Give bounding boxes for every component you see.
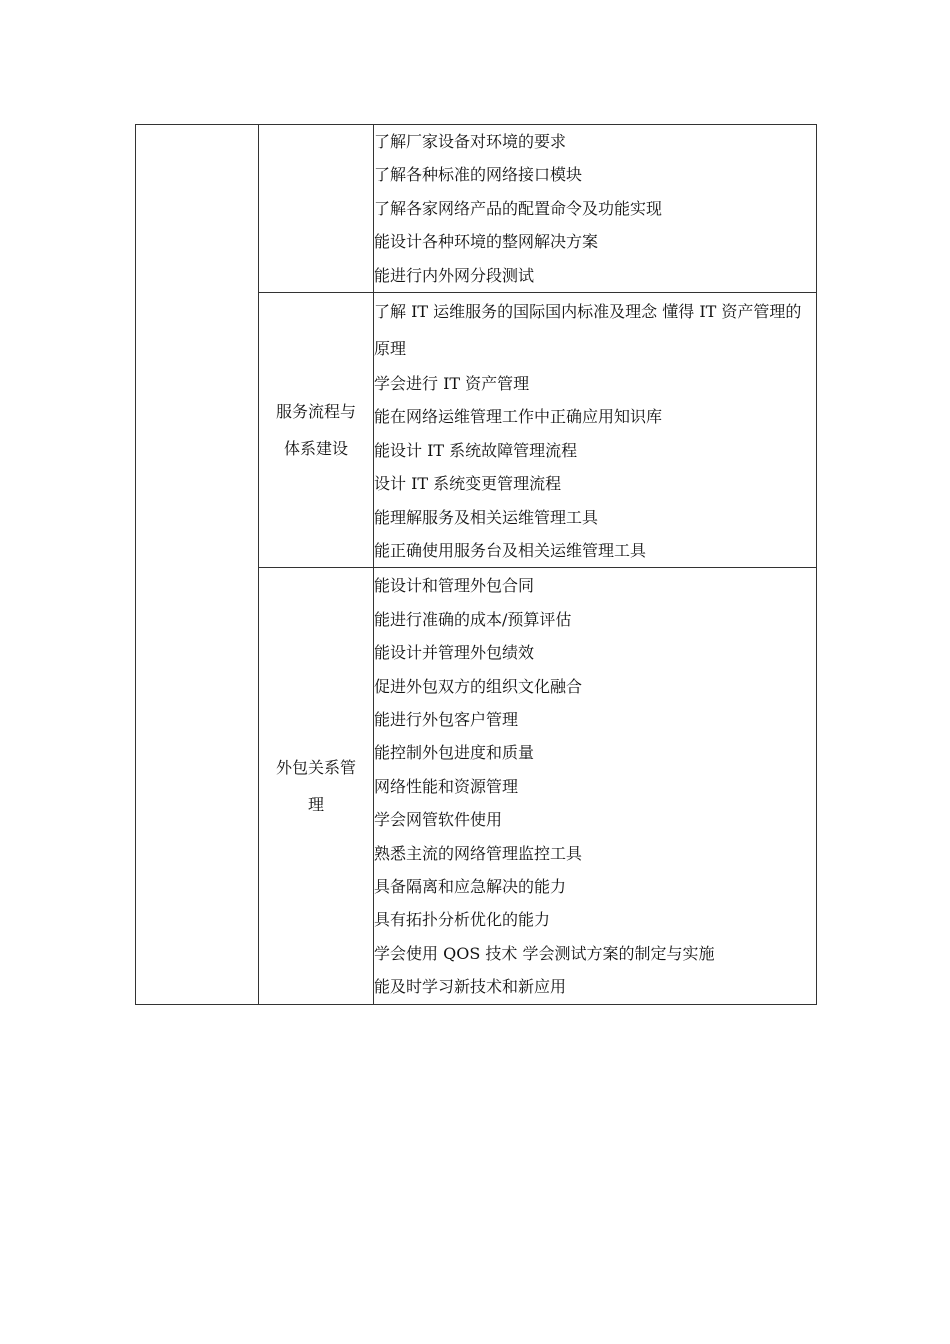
list-item: 能进行准确的成本/预算评估	[374, 609, 572, 629]
category-label: 理	[307, 795, 324, 815]
list-item: 能理解服务及相关运维管理工具	[374, 507, 599, 527]
category-cell	[259, 293, 374, 568]
category-cell	[259, 568, 374, 1005]
list-item: 设计 IT 系统变更管理流程	[374, 474, 562, 494]
category-label: 服务流程与	[275, 402, 356, 422]
list-item: 了解各种标准的网络接口模块	[374, 165, 583, 185]
list-item: 能设计各种环境的整网解决方案	[374, 232, 599, 252]
list-item: 学会网管软件使用	[374, 810, 503, 830]
list-item: 网络性能和资源管理	[374, 776, 519, 796]
list-item: 熟悉主流的网络管理监控工具	[374, 843, 583, 863]
table-row	[136, 125, 817, 293]
list-item: 能进行外包客户管理	[374, 709, 519, 729]
category-label: 体系建设	[283, 439, 348, 459]
domain-cell-empty	[136, 125, 259, 1005]
list-item: 能设计和管理外包合同	[374, 576, 535, 596]
items-cell	[374, 293, 817, 568]
list-item: 能正确使用服务台及相关运维管理工具	[374, 541, 647, 561]
skills-table	[135, 124, 817, 1005]
list-item: 学会使用 QOS 技术 学会测试方案的制定与实施	[374, 943, 715, 963]
list-item: 具备隔离和应急解决的能力	[374, 876, 567, 896]
list-item: 促进外包双方的组织文化融合	[374, 676, 583, 696]
items-cell	[374, 125, 817, 293]
list-item: 学会进行 IT 资产管理	[374, 374, 530, 394]
category-cell	[259, 125, 374, 293]
list-item: 能进行内外网分段测试	[374, 265, 535, 285]
list-item: 能控制外包进度和质量	[374, 743, 535, 763]
items-cell	[374, 568, 817, 1005]
list-item: 能及时学习新技术和新应用	[374, 977, 567, 997]
list-item: 了解厂家设备对环境的要求	[374, 132, 567, 151]
list-item: 能设计并管理外包绩效	[374, 643, 535, 663]
list-item: 能在网络运维管理工作中正确应用知识库	[374, 407, 663, 427]
category-label: 外包关系管	[275, 758, 356, 778]
list-item: 了解各家网络产品的配置命令及功能实现	[374, 198, 663, 218]
list-item: 能设计 IT 系统故障管理流程	[374, 440, 578, 460]
list-item: 了解 IT 运维服务的国际国内标准及理念 懂得 IT 资产管理的原理	[374, 302, 802, 359]
list-item: 具有拓扑分析优化的能力	[374, 910, 551, 930]
